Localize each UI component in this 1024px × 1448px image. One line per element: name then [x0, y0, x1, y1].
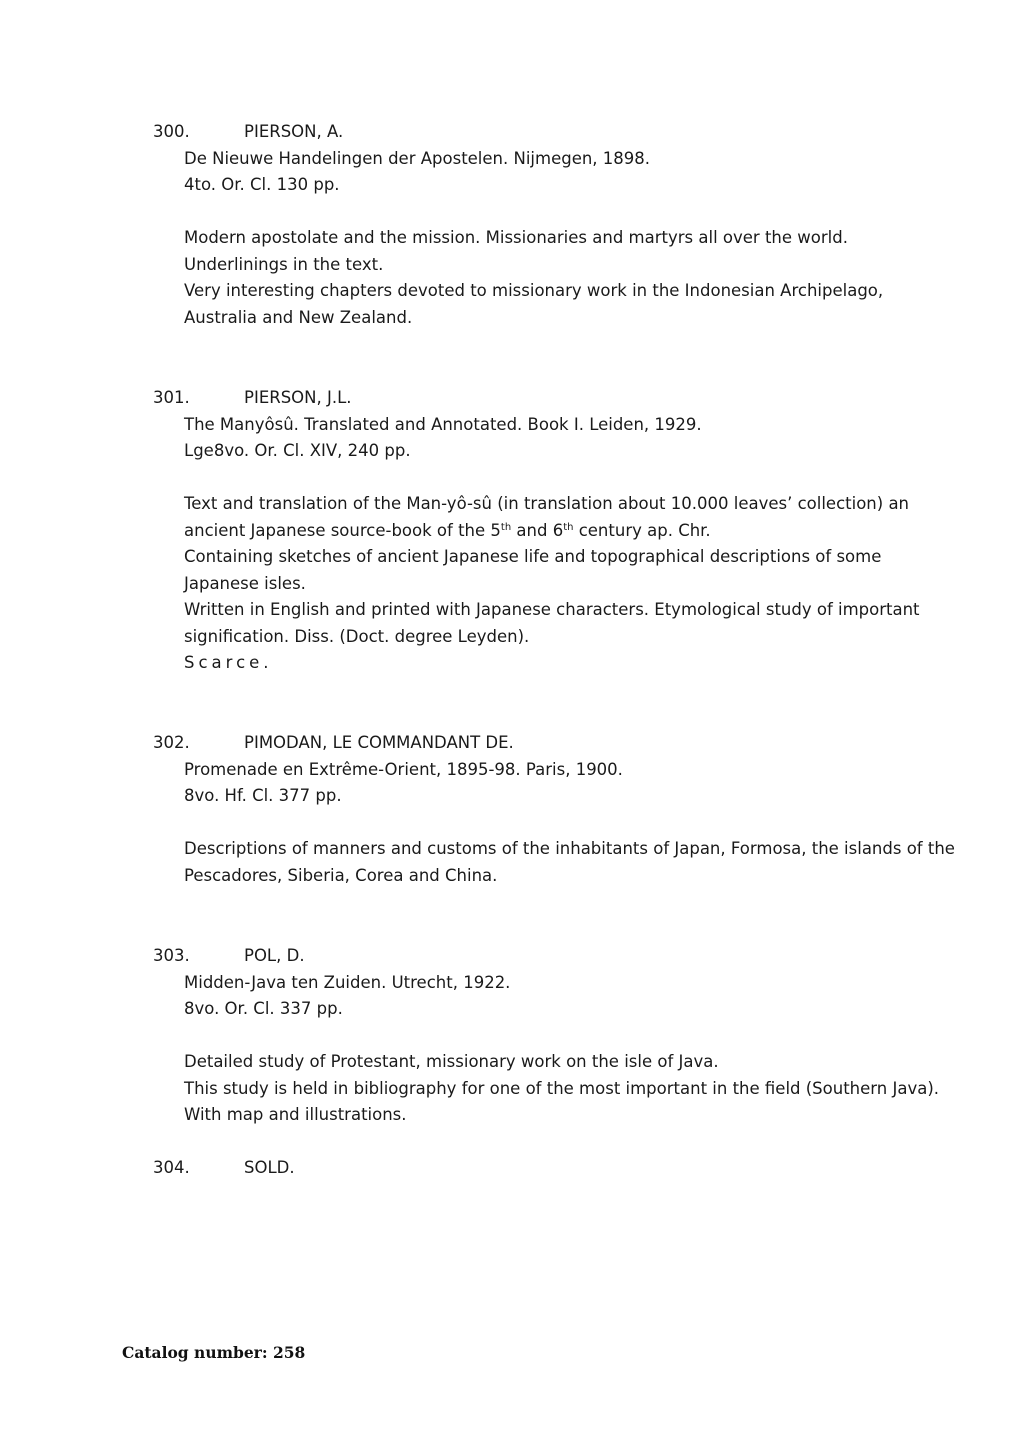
entry-author: POL, D. — [244, 946, 305, 965]
entry-description-line: With map and illustrations. — [184, 1105, 407, 1124]
ordinal-superscript: th — [563, 521, 574, 533]
entry-number: 300. — [153, 122, 190, 141]
catalog-entry-301 — [153, 385, 920, 677]
entry-number: 302. — [153, 733, 190, 752]
entry-heading — [153, 119, 913, 146]
entry-description-line: This study is held in bibliography for one of the most important in the field (Southern Java). — [184, 1078, 940, 1098]
entry-number: 303. — [153, 946, 190, 965]
entry-heading — [153, 943, 913, 970]
entry-author: PIMODAN, LE COMMANDANT DE. — [244, 733, 514, 752]
entry-description-line: Text and translation of the Man-yô-sû (in translation about 10.000 leaves’ collection) an — [184, 494, 910, 513]
entry-format: Lge8vo. Or. Cl. XIV, 240 pp. — [184, 441, 411, 460]
catalog-entry-304 — [153, 1155, 913, 1182]
entry-title: Midden-Java ten Zuiden. Utrecht, 1922. — [184, 972, 511, 992]
catalog-entry-300 — [153, 119, 913, 331]
entry-description-line: Containing sketches of ancient Japanese life and topographical descriptions of some — [184, 547, 882, 566]
entry-number: 304. — [153, 1158, 190, 1177]
entry-rarity-note: Scarce. — [184, 653, 273, 672]
entry-description-line: Very interesting chapters devoted to missionary work in the Indonesian Archipelago, — [184, 281, 884, 300]
entry-description-line: Japanese isles. — [184, 573, 306, 593]
entry-heading — [153, 730, 913, 757]
entry-author: PIERSON, A. — [244, 122, 344, 141]
entry-description-line: Pescadores, Siberia, Corea and China. — [184, 865, 498, 885]
ordinal-superscript: th — [500, 521, 512, 533]
entry-description-line: ancient Japanese source-book of the 5th and 6th century ap. Chr. — [184, 520, 711, 540]
entry-number: 301. — [153, 388, 190, 407]
entry-format: 8vo. Or. Cl. 337 pp. — [184, 999, 343, 1018]
entry-description-line: Modern apostolate and the mission. Missionaries and martyrs all over the world. — [184, 228, 848, 247]
entry-description-line: signification. Diss. (Doct. degree Leyden). — [184, 626, 530, 646]
entry-author: PIERSON, J.L. — [244, 388, 352, 407]
entry-title: Promenade en Extrême-Orient, 1895-98. Paris, 1900. — [184, 759, 623, 779]
entry-title: De Nieuwe Handelingen der Apostelen. Nijmegen, 1898. — [184, 148, 651, 168]
catalog-entry-303 — [153, 943, 940, 1129]
entry-author: SOLD. — [244, 1158, 295, 1177]
entry-description-line: Australia and New Zealand. — [184, 307, 413, 327]
entry-heading — [153, 1155, 913, 1182]
entry-heading — [153, 385, 913, 412]
catalog-entry-302 — [153, 730, 955, 889]
entry-description-line: Written in English and printed with Japanese characters. Etymological study of important — [184, 600, 920, 619]
entry-format: 8vo. Hf. Cl. 377 pp. — [184, 786, 342, 805]
entry-description-line: Underlinings in the text. — [184, 254, 384, 274]
entry-description-line: Descriptions of manners and customs of the inhabitants of Japan, Formosa, the islands of the — [184, 839, 955, 858]
catalog-number-footer: Catalog number: 258 — [122, 1343, 306, 1362]
entry-description-line: Detailed study of Protestant, missionary work on the isle of Java. — [184, 1052, 719, 1071]
entry-format: 4to. Or. Cl. 130 pp. — [184, 175, 340, 194]
entry-title: The Manyôsû. Translated and Annotated. Book I. Leiden, 1929. — [184, 414, 702, 434]
